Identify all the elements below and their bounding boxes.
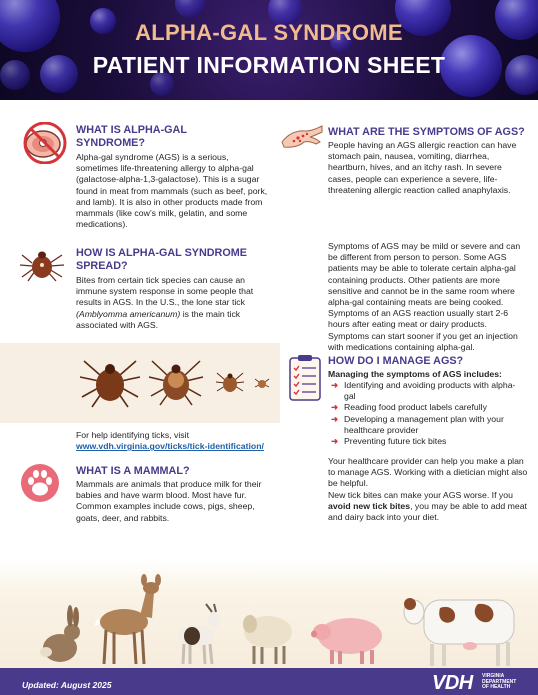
tick-species-illustration bbox=[0, 343, 280, 423]
body-symptoms-2: Symptoms of AGS may be mild or severe and can be different from person to person. Some AGS patients may be able to tolerate certain alpha-gal containing products. Other patients are more sensitive and cannot be in the same room where alpha-gal containing meats are being cooked. Symptoms of an AGS reaction usually start 2-6 hours after eating meat or dairy products. Symptoms can start sooner if you get an injection with medications containing alpha-gal. bbox=[328, 241, 521, 352]
heading-what-is-ags: WHAT IS ALPHA-GAL SYNDROME? bbox=[76, 124, 187, 149]
rabbit-illustration bbox=[40, 605, 80, 662]
tick-identification-link[interactable]: www.vdh.virginia.gov/ticks/tick-identification/ bbox=[76, 441, 264, 452]
checklist-icon bbox=[288, 354, 322, 402]
body-manage-1: Your healthcare provider can help you make a plan to manage AGS. Working with a dietician might also be helpful. bbox=[328, 456, 528, 489]
heading-how-spread: HOW IS ALPHA-GAL SYNDROME SPREAD? bbox=[76, 247, 247, 272]
deer-illustration bbox=[94, 574, 161, 664]
list-item: ➜ Identifying and avoiding products with alpha-gal bbox=[331, 380, 516, 402]
cow-illustration bbox=[404, 598, 514, 666]
tick-help-text: For help identifying ticks, visit www.vdh.virginia.gov/ticks/tick-identification/ bbox=[76, 430, 264, 452]
header-banner bbox=[0, 0, 538, 100]
sheep-illustration bbox=[243, 615, 292, 664]
title-line-1: ALPHA-GAL SYNDROME bbox=[135, 20, 403, 45]
heading-what-is-mammal: WHAT IS A MAMMAL? bbox=[76, 465, 190, 477]
tick-adult-male bbox=[149, 361, 203, 405]
mammal-illustrations bbox=[0, 560, 538, 668]
body-what-is-ags: Alpha-gal syndrome (AGS) is a serious, sometimes life-threatening allergy to alpha-gal (galactose-alpha-1,3-galactose). This is a sugar found in meat from mammals (such as beef, pork, and lamb). It is also in other products made from mammals (like cow’s milk, gelatin, and some medications). bbox=[76, 152, 268, 230]
body-symptoms-1: People having an AGS allergic reaction can have stomach pain, nausea, vomiting, diarrhea, heartburn, hives, and an itchy rash. In severe cases, people can experience a severe, life-threatening allergic reaction called anaphylaxis. bbox=[328, 140, 517, 195]
paw-icon bbox=[20, 463, 60, 503]
tick-larva bbox=[255, 379, 269, 388]
goat-illustration bbox=[178, 604, 220, 664]
tick-adult-female bbox=[80, 361, 140, 407]
body-how-spread: Bites from certain tick species can cause an immune system response in some people that results in AGS. In the U.S., the lone star tick (Amblyomma americanum) is the main tick associated with AGS. bbox=[76, 275, 254, 330]
list-item: ➜ Developing a management plan with your healthcare provider bbox=[331, 413, 504, 435]
body-what-is-mammal: Mammals are animals that produce milk for their babies and have warm blood. Most have fur. Common examples include cows, pigs, sheep, goats, deer, and rabbits. bbox=[76, 479, 262, 523]
vdh-logo: VDH bbox=[432, 672, 473, 694]
list-item: ➜ Preventing future tick bites bbox=[331, 436, 447, 447]
manage-bullet-list bbox=[331, 380, 527, 447]
updated-date: Updated: August 2025 bbox=[22, 680, 112, 690]
manage-subheading: Managing the symptoms of AGS includes: bbox=[328, 369, 502, 379]
vdh-logo-subtitle: VIRGINIA DEPARTMENT OF HEALTH bbox=[482, 673, 517, 691]
no-meat-icon bbox=[20, 122, 70, 164]
hand-rash-icon bbox=[280, 120, 324, 152]
body-manage-2: New tick bites can make your AGS worse. If you avoid new tick bites, you may be able to add meat and dairy back into your diet. bbox=[328, 490, 527, 523]
title-line-2: PATIENT INFORMATION SHEET bbox=[92, 52, 446, 78]
list-item: ➜ Reading food product labels carefully bbox=[331, 402, 487, 413]
tick-nymph bbox=[216, 373, 244, 392]
heading-symptoms: WHAT ARE THE SYMPTOMS OF AGS? bbox=[328, 126, 525, 138]
tick-icon bbox=[18, 247, 66, 283]
pig-illustration bbox=[311, 618, 382, 664]
heading-manage: HOW DO I MANAGE AGS? bbox=[328, 355, 464, 367]
